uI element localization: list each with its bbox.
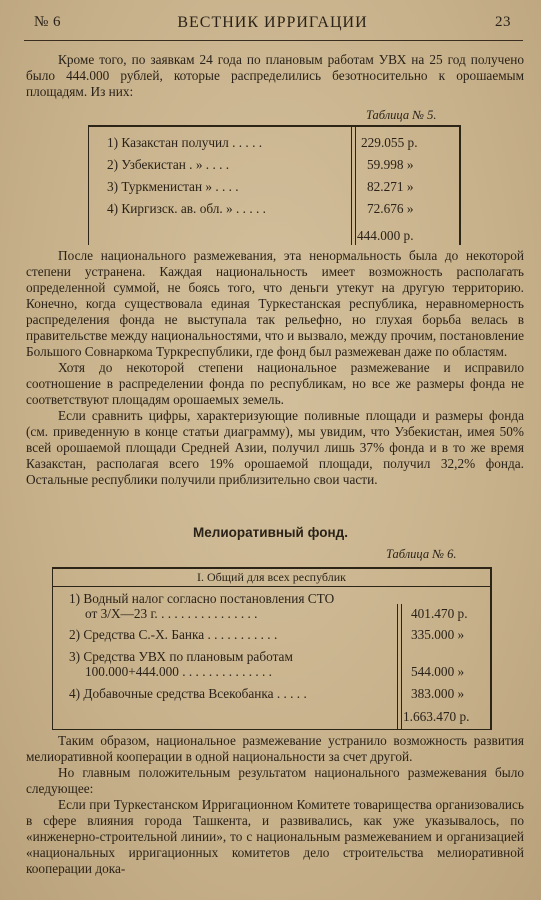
table6-row-value: 401.470 р. <box>411 606 468 621</box>
paragraph-block <box>26 733 524 877</box>
paragraph: Но главным положительным результатом национального размежевания было следующее: <box>26 765 524 796</box>
table6-row-value: 544.000 » <box>411 664 465 679</box>
table5-row-value: 59.998 » <box>367 157 414 172</box>
table5-row-label: 2) Узбекистан . » . . . . <box>107 157 230 172</box>
paragraph-block <box>26 248 524 488</box>
table5-row-label: 1) Казакстан получил . . . . . <box>107 135 263 150</box>
table5-divider <box>351 127 352 245</box>
issue-number: № 6 <box>34 14 62 30</box>
table6-row-label: 3) Средства УВХ по плановым работам <box>69 649 293 664</box>
table5-row-value: 82.271 » <box>367 179 414 194</box>
table5-row-value: 72.676 » <box>367 201 414 216</box>
table6-total: 1.663.470 р. <box>403 709 470 724</box>
paragraph: Хотя до некоторой степени национальное размежевание и исправило соотношение в распределении фонда по республикам, но все же размеры фонда не соответствуют площадям орошаемых земель. <box>26 360 524 407</box>
table5-caption: Таблица № 5. <box>366 108 437 122</box>
table6-divider <box>397 604 398 729</box>
paragraph: Таким образом, национальное размежевание устранило возможность развития мелиоративной кооперации в одной национальности за счет другой. <box>26 733 524 764</box>
page-number: 23 <box>495 14 511 30</box>
paragraph: После национального размежевания, эта ненормальность была до некоторой степени устранена. Каждая национальность имеет возможность располагать определенной суммой, не боясь того, что деньги утекут на другую территорию. Конечно, когда существовала единая Туркестанская республика, неравномерность распределения фонда не выступала так рельефно, но глухая борьба велась в правительстве между национальностями, что и вызвало, между прочим, постановление Большого Совнаркома Туркреспублики, где фонд был размежеван даже по областям. <box>26 248 524 359</box>
table6-row-label: 1) Водный налог согласно постановления СТО <box>69 591 335 606</box>
table6-row-label-cont: от 3/Х—23 г. . . . . . . . . . . . . . . . <box>85 606 258 621</box>
paragraph: Если сравнить цифры, характеризующие поливные площади и размеры фонда (см. приведенную в конце статьи диаграмму), мы увидим, что Узбекистан, имея 50% всей орошаемой площади Средней Азии, получил лишь 37% фонда и в то же время Казакстан, располагая всего 19% орошаемой площади, получил 32,2% фонда. Остальные республики получили приблизительно свои части. <box>26 408 524 487</box>
table6-row-label: 2) Средства С.-Х. Банка . . . . . . . . . . . <box>69 627 278 642</box>
table6-row-label-cont: 100.000+444.000 . . . . . . . . . . . . . . <box>85 664 273 679</box>
table6 <box>52 567 492 730</box>
table5-row-label: 3) Туркменистан » . . . . <box>107 179 239 194</box>
table6-divider-2 <box>401 604 402 729</box>
running-header <box>34 14 511 38</box>
paragraph: Если при Туркестанском Ирригационном Комитете товарищества организовались в сфере влияния города Ташкента, и развивались, как уже указывалось, по «инженерно-строительной линии», то с национальным размежеванием и организацией «национальных ирригационных комитетов дело строительства мелиоративной кооперации дока- <box>26 797 524 876</box>
table6-caption: Таблица № 6. <box>386 547 457 561</box>
table6-row-value: 335.000 » <box>411 627 465 642</box>
paragraph-intro: Кроме того, по заявкам 24 года по плановым работам УВХ на 25 год получено было 444.000 рублей, которые распределились безотносительно к орошаемым площадям. Из них: <box>26 52 524 99</box>
section-heading: Мелиоративный фонд. <box>193 525 348 540</box>
table5-row-label: 4) Киргизск. ав. обл. » . . . . . <box>107 201 266 216</box>
header-rule <box>24 40 523 41</box>
table6-row-value: 383.000 » <box>411 686 465 701</box>
table5-total: 444.000 р. <box>357 228 414 243</box>
journal-title: ВЕСТНИК ИРРИГАЦИИ <box>177 14 368 31</box>
table5-divider-2 <box>355 127 356 245</box>
table5 <box>88 125 461 245</box>
table5-row-value: 229.055 р. <box>361 135 418 150</box>
table6-header: I. Общий для всех республик <box>53 569 490 587</box>
table6-row-label: 4) Добавочные средства Всекобанка . . . . . <box>69 686 307 701</box>
